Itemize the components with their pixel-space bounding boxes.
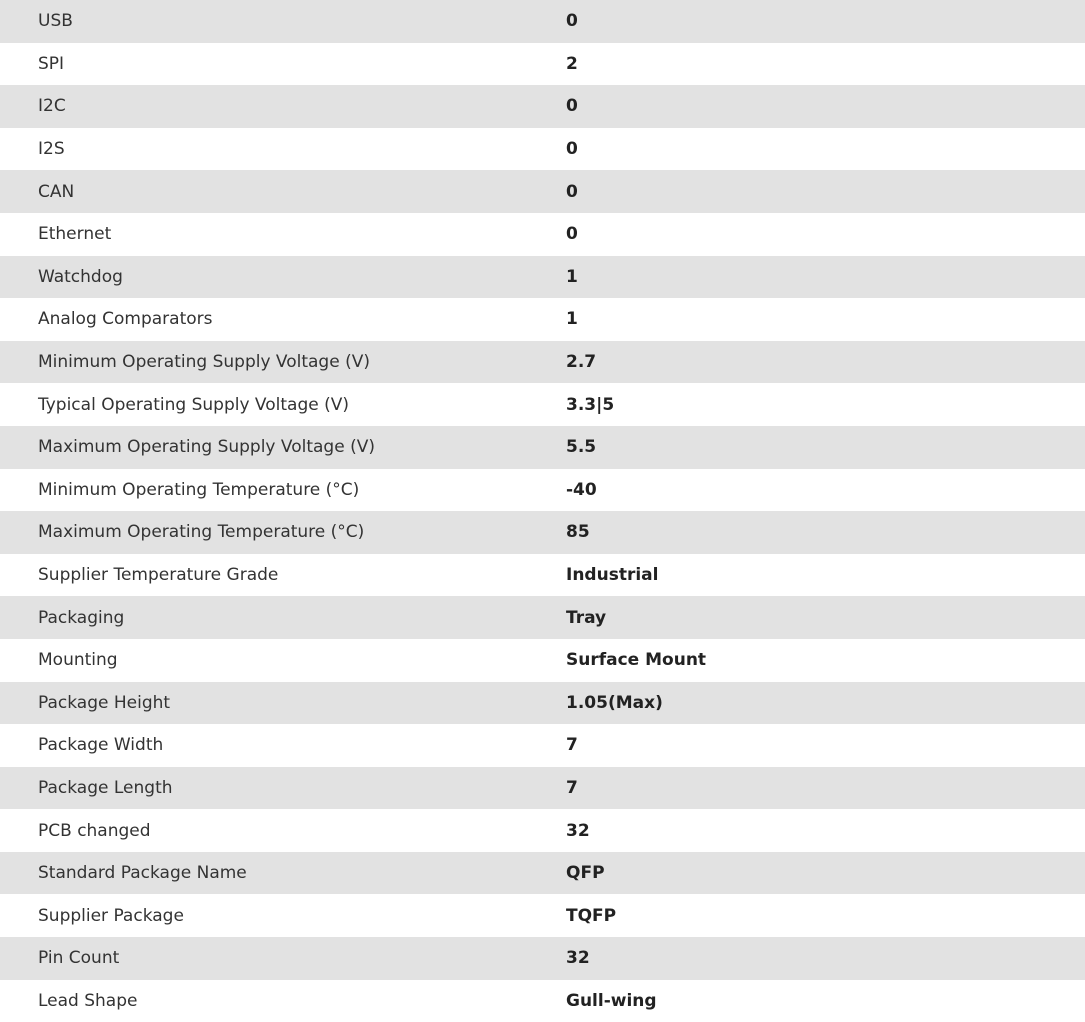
spec-label: Maximum Operating Supply Voltage (V) <box>38 437 375 458</box>
spec-label: Package Length <box>38 777 173 798</box>
spec-label: Supplier Temperature Grade <box>38 565 279 586</box>
spec-value: 32 <box>566 948 590 969</box>
spec-label: Package Width <box>38 735 164 756</box>
spec-value: 5.5 <box>566 437 597 458</box>
spec-row-pcb-changed <box>0 809 1085 852</box>
spec-row-watchdog <box>0 256 1085 299</box>
spec-value: 0 <box>566 181 578 202</box>
spec-value: 1.05(Max) <box>566 692 663 713</box>
spec-row-mounting <box>0 639 1085 682</box>
spec-value: 0 <box>566 224 578 245</box>
spec-value: Industrial <box>566 565 659 586</box>
spec-label: Mounting <box>38 650 118 671</box>
spec-row-temperature-grade <box>0 554 1085 597</box>
spec-row-supplier-package <box>0 894 1085 937</box>
spec-label: Minimum Operating Supply Voltage (V) <box>38 352 370 373</box>
spec-row-max-temperature <box>0 511 1085 554</box>
spec-value: QFP <box>566 863 605 884</box>
spec-label: Lead Shape <box>38 990 138 1011</box>
spec-label: USB <box>38 11 73 32</box>
spec-label: Packaging <box>38 607 125 628</box>
spec-label: Analog Comparators <box>38 309 213 330</box>
spec-label: Minimum Operating Temperature (°C) <box>38 479 360 500</box>
spec-label: Watchdog <box>38 266 123 287</box>
spec-value: -40 <box>566 479 597 500</box>
spec-value: 7 <box>566 735 578 756</box>
spec-value: 0 <box>566 139 578 160</box>
spec-row-usb <box>0 0 1085 43</box>
spec-row-package-length <box>0 767 1085 810</box>
spec-row-packaging <box>0 596 1085 639</box>
spec-row-min-supply-voltage <box>0 341 1085 384</box>
spec-label: CAN <box>38 181 75 202</box>
spec-label: I2C <box>38 96 66 117</box>
spec-value: Tray <box>566 607 607 628</box>
spec-row-min-temperature <box>0 469 1085 512</box>
spec-row-pin-count <box>0 937 1085 980</box>
spec-value: Gull-wing <box>566 990 657 1011</box>
spec-value: 85 <box>566 522 590 543</box>
spec-row-standard-package-name <box>0 852 1085 895</box>
spec-label: Supplier Package <box>38 905 184 926</box>
spec-row-lead-shape <box>0 980 1085 1022</box>
spec-value: 1 <box>566 266 578 287</box>
spec-row-ethernet <box>0 213 1085 256</box>
spec-row-spi <box>0 43 1085 86</box>
spec-row-can <box>0 170 1085 213</box>
spec-row-typ-supply-voltage <box>0 383 1085 426</box>
spec-label: I2S <box>38 139 65 160</box>
spec-row-package-width <box>0 724 1085 767</box>
spec-row-i2s <box>0 128 1085 171</box>
spec-value: 3.3|5 <box>566 394 615 415</box>
spec-label: Maximum Operating Temperature (°C) <box>38 522 365 543</box>
spec-label: SPI <box>38 53 65 74</box>
spec-value: 0 <box>566 11 578 32</box>
spec-value: 2.7 <box>566 352 597 373</box>
spec-row-i2c <box>0 85 1085 128</box>
spec-value: TQFP <box>566 905 617 926</box>
spec-label: PCB changed <box>38 820 151 841</box>
spec-value: 7 <box>566 777 578 798</box>
spec-value: 32 <box>566 820 590 841</box>
spec-row-package-height <box>0 682 1085 725</box>
spec-value: 2 <box>566 53 578 74</box>
spec-label: Ethernet <box>38 224 112 245</box>
spec-value: 0 <box>566 96 578 117</box>
spec-value: 1 <box>566 309 578 330</box>
spec-label: Pin Count <box>38 948 120 969</box>
spec-label: Package Height <box>38 692 171 713</box>
spec-label: Standard Package Name <box>38 863 247 884</box>
spec-row-max-supply-voltage <box>0 426 1085 469</box>
spec-label: Typical Operating Supply Voltage (V) <box>38 394 349 415</box>
spec-row-analog-comparators <box>0 298 1085 341</box>
spec-value: Surface Mount <box>566 650 707 671</box>
